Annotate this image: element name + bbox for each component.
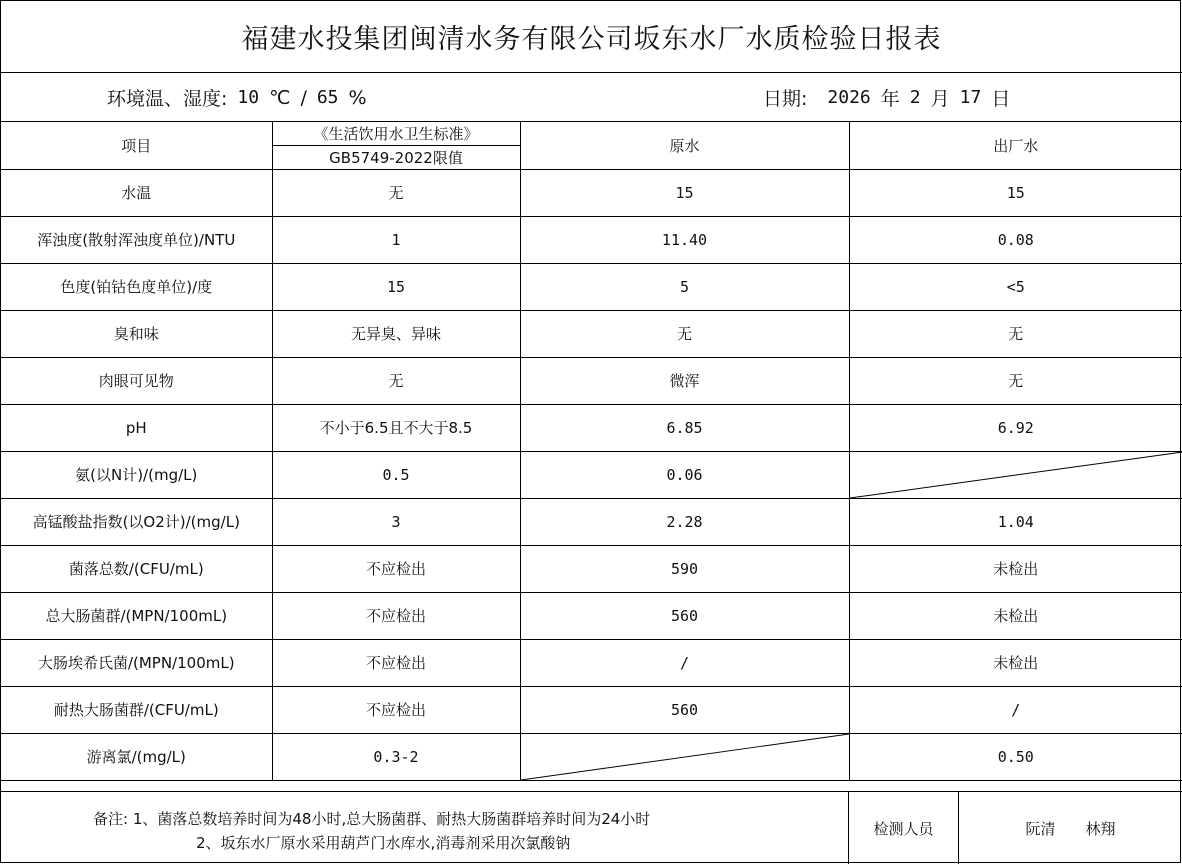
- table-row: [1, 639, 1182, 686]
- env-label: 环境温、湿度:: [107, 88, 228, 110]
- table-row: [1, 169, 1182, 216]
- row-raw: 微浑: [520, 357, 849, 404]
- inspector-names: [959, 792, 1182, 864]
- row-item: 浑浊度(散射浑浊度单位)/NTU: [1, 216, 272, 263]
- header-standard-name: 《生活饮用水卫生标准》: [273, 122, 520, 146]
- table-row: [1, 263, 1182, 310]
- header-standard: [272, 122, 520, 169]
- report-title: 福建水投集团闽清水务有限公司坂东水厂水质检验日报表: [1, 1, 1182, 73]
- water-quality-table: [1, 122, 1182, 781]
- row-standard: 0.5: [272, 451, 520, 498]
- remark-line-1: 备注: 1、菌落总数培养时间为48小时,总大肠菌群、耐热大肠菌群培养时间为24小时: [93, 810, 651, 828]
- row-out: 无: [849, 310, 1182, 357]
- row-item: pH: [1, 404, 272, 451]
- remarks: [1, 792, 849, 864]
- table-row: [1, 404, 1182, 451]
- row-standard: 1: [272, 216, 520, 263]
- row-out: 无: [849, 357, 1182, 404]
- date-year-unit: 年: [880, 88, 900, 110]
- row-out: 1.04: [849, 498, 1182, 545]
- row-raw: 15: [520, 169, 849, 216]
- report-footer: [1, 791, 1182, 864]
- row-item: 氨(以N计)/(mg/L): [1, 451, 272, 498]
- row-raw: 560: [520, 592, 849, 639]
- table-row: [1, 451, 1182, 498]
- row-item: 总大肠菌群/(MPN/100mL): [1, 592, 272, 639]
- inspector-name: 阮清: [1025, 819, 1056, 838]
- row-out: 未检出: [849, 545, 1182, 592]
- row-item: 臭和味: [1, 310, 272, 357]
- header-standard-code: GB5749-2022限值: [329, 148, 463, 167]
- humidity-value: 65: [316, 87, 339, 108]
- environment-readout: [107, 73, 367, 122]
- table-row: [1, 686, 1182, 733]
- table-row: [1, 357, 1182, 404]
- row-standard: 不应检出: [272, 592, 520, 639]
- row-raw-empty-diagonal: [520, 733, 849, 780]
- row-standard: 不应检出: [272, 686, 520, 733]
- table-row: [1, 216, 1182, 263]
- row-raw: 6.85: [520, 404, 849, 451]
- row-standard: 不小于6.5且不大于8.5: [272, 404, 520, 451]
- row-out: <5: [849, 263, 1182, 310]
- temperature-value: 10: [237, 87, 260, 108]
- row-standard: 0.3-2: [272, 733, 520, 780]
- row-item: 大肠埃希氏菌/(MPN/100mL): [1, 639, 272, 686]
- date-month-unit: 月: [930, 88, 950, 110]
- date-label: 日期:: [763, 88, 808, 110]
- row-raw: 560: [520, 686, 849, 733]
- table-row: [1, 733, 1182, 780]
- row-out: 0.50: [849, 733, 1182, 780]
- date-month: 2: [909, 87, 921, 108]
- date-year: 2026: [827, 87, 871, 108]
- row-standard: 无: [272, 169, 520, 216]
- row-item: 肉眼可见物: [1, 357, 272, 404]
- row-out: 6.92: [849, 404, 1182, 451]
- row-standard: 15: [272, 263, 520, 310]
- row-raw: 0.06: [520, 451, 849, 498]
- row-item: 耐热大肠菌群/(CFU/mL): [1, 686, 272, 733]
- row-out: 15: [849, 169, 1182, 216]
- header-item: 项目: [1, 122, 272, 169]
- row-out: 0.08: [849, 216, 1182, 263]
- row-standard: 无异臭、异味: [272, 310, 520, 357]
- row-standard: 不应检出: [272, 639, 520, 686]
- table-header-row: [1, 122, 1182, 169]
- row-item: 游离氯/(mg/L): [1, 733, 272, 780]
- row-raw: 无: [520, 310, 849, 357]
- row-out-empty-diagonal: [849, 451, 1182, 498]
- humidity-unit: %: [348, 86, 367, 109]
- table-row: [1, 498, 1182, 545]
- row-out: /: [849, 686, 1182, 733]
- row-raw: /: [520, 639, 849, 686]
- temperature-unit: ℃: [269, 86, 291, 109]
- diagonal-strike: [850, 452, 1182, 498]
- row-standard: 不应检出: [272, 545, 520, 592]
- table-row: [1, 310, 1182, 357]
- table-row: [1, 545, 1182, 592]
- table-row: [1, 592, 1182, 639]
- row-item: 菌落总数/(CFU/mL): [1, 545, 272, 592]
- row-item: 高锰酸盐指数(以O2计)/(mg/L): [1, 498, 272, 545]
- row-standard: 无: [272, 357, 520, 404]
- header-finished-water: 出厂水: [849, 122, 1182, 169]
- env-separator: /: [300, 86, 307, 109]
- header-raw-water: 原水: [520, 122, 849, 169]
- row-raw: 11.40: [520, 216, 849, 263]
- row-out: 未检出: [849, 592, 1182, 639]
- environment-row: [1, 73, 1182, 122]
- row-item: 水温: [1, 169, 272, 216]
- remark-line-2: 2、坂东水厂原水采用葫芦门水库水,消毒剂采用次氯酸钠: [196, 834, 571, 852]
- row-standard: 3: [272, 498, 520, 545]
- date-day: 17: [959, 87, 982, 108]
- date-readout: [763, 73, 1010, 122]
- diagonal-strike: [521, 734, 849, 780]
- row-raw: 5: [520, 263, 849, 310]
- row-out: 未检出: [849, 639, 1182, 686]
- row-raw: 590: [520, 545, 849, 592]
- row-item: 色度(铂钴色度单位)/度: [1, 263, 272, 310]
- inspector-name: 林翔: [1085, 819, 1116, 838]
- date-day-unit: 日: [991, 88, 1011, 110]
- row-raw: 2.28: [520, 498, 849, 545]
- inspector-label: 检测人员: [849, 792, 959, 864]
